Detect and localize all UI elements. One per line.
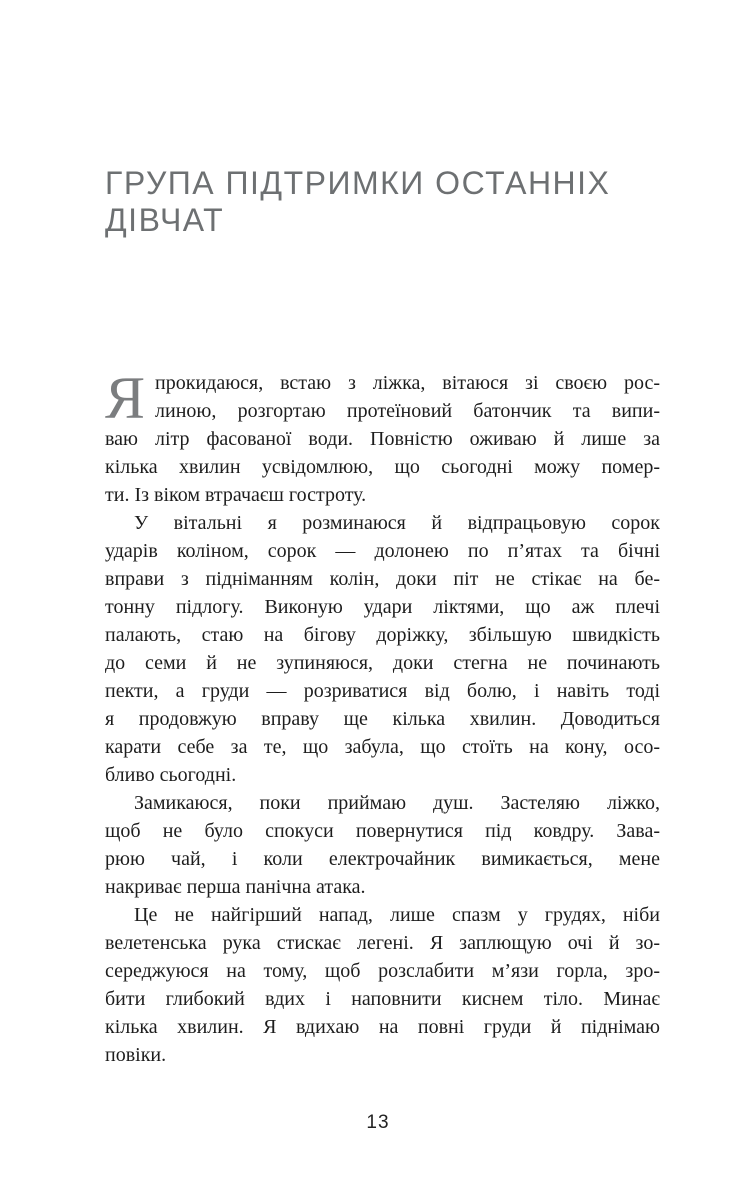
- text-line: линою, розгортаю протеїновий батончик та випи-: [155, 400, 660, 422]
- text-line: Це не найгірший напад, лише спазм у грудях, ніби: [134, 904, 660, 926]
- text-line: я продовжую вправу ще кілька хвилин. Доводиться: [105, 708, 660, 730]
- paragraph: [105, 901, 660, 1069]
- chapter-title-line-2: ДІВЧАТ: [105, 202, 225, 239]
- text-line: тонну підлогу. Виконую удари ліктями, що аж плечі: [105, 596, 660, 618]
- paragraph: [105, 509, 660, 789]
- text-line: ваю літр фасованої води. Повністю оживаю й лише за: [105, 428, 660, 450]
- body-text: [105, 365, 660, 1069]
- page-number: 13: [366, 1112, 390, 1133]
- text-line: карати себе за те, що забула, що стоїть на кону, осо-: [105, 736, 660, 758]
- text-line: кілька хвилин усвідомлюю, що сьогодні можу помер-: [105, 456, 660, 478]
- drop-cap: Я: [105, 365, 146, 431]
- text-line: У вітальні я розминаюся й відпрацьовую сорок: [134, 512, 660, 534]
- text-line: кілька хвилин. Я вдихаю на повні груди й піднімаю: [105, 1016, 660, 1038]
- text-line: палають, стаю на бігову доріжку, збільшую швидкість: [105, 624, 660, 646]
- text-line: бити глибокий вдих і наповнити киснем тіло. Минає: [105, 988, 660, 1010]
- text-line: велетенська рука стискає легені. Я заплющую очі й зо-: [105, 932, 660, 954]
- paragraph: [105, 365, 660, 509]
- text-line: щоб не було спокуси повернутися під ковдру. Зава-: [105, 820, 660, 842]
- text-line: повіки.: [105, 1044, 167, 1066]
- paragraph: [105, 789, 660, 901]
- text-line: ти. Із віком втрачаєш гостроту.: [105, 484, 367, 506]
- text-line: Замикаюся, поки приймаю душ. Застеляю ліжко,: [134, 792, 660, 814]
- text-line: прокидаюся, встаю з ліжка, вітаюся зі своєю рос-: [155, 372, 660, 394]
- text-line: середжуюся на тому, щоб розслабити м’язи горла, зро-: [105, 960, 660, 982]
- text-line: вправи з підніманням колін, доки піт не стікає на бе-: [105, 568, 660, 590]
- text-line: ударів коліном, сорок — долонею по п’ятах та бічні: [105, 540, 660, 562]
- chapter-title-line-1: ГРУПА ПІДТРИМКИ ОСТАННІХ: [105, 165, 611, 202]
- text-line: до семи й не зупиняюся, доки стегна не починають: [105, 652, 660, 674]
- text-line: рюю чай, і коли електрочайник вимикається, мене: [105, 848, 660, 870]
- text-line: пекти, а груди — розриватися від болю, і навіть тоді: [105, 680, 660, 702]
- chapter-title: [105, 165, 685, 239]
- text-line: накриває перша панічна атака.: [105, 876, 366, 898]
- text-line: бливо сьогодні.: [105, 764, 237, 786]
